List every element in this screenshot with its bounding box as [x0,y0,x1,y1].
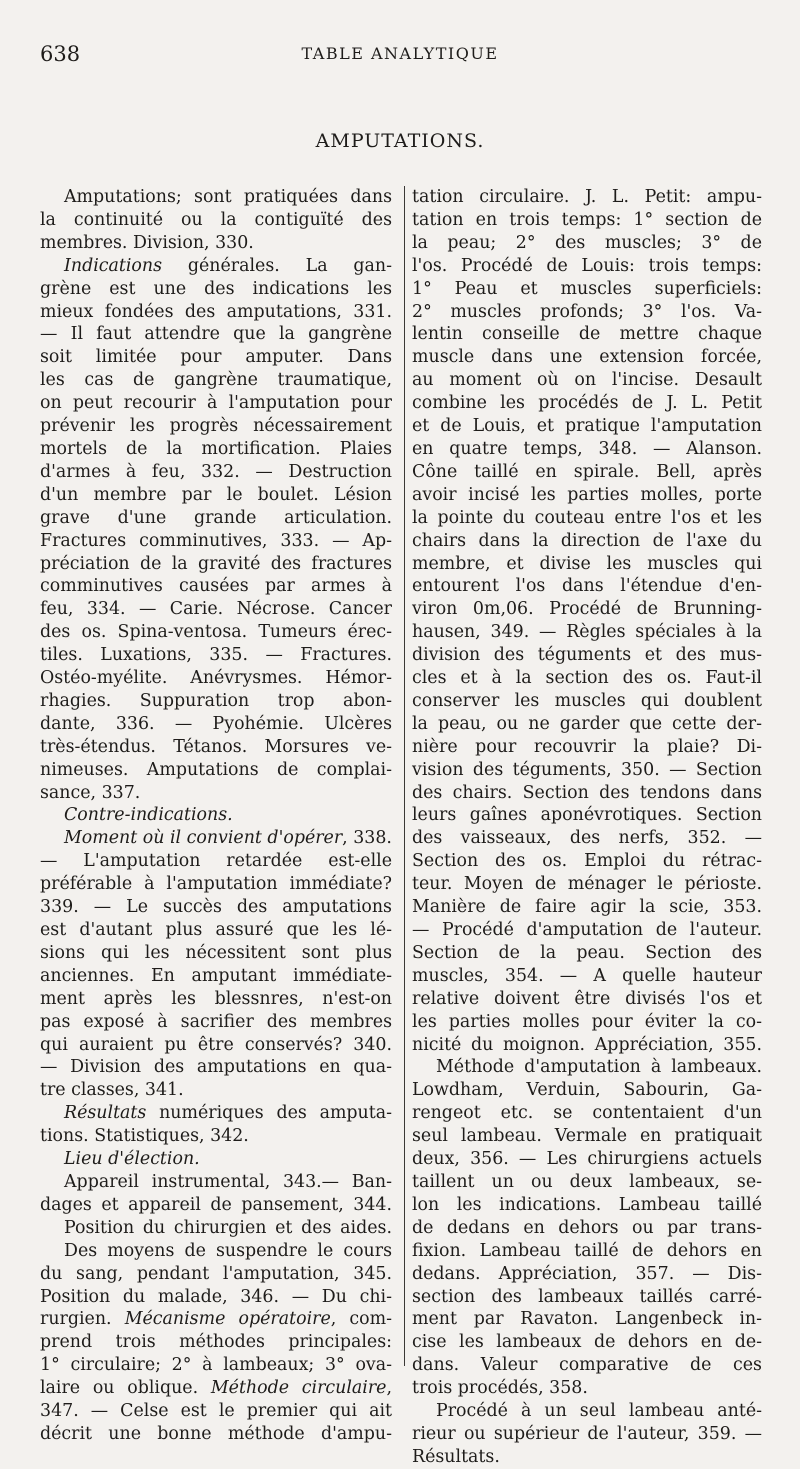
line-text: anciennes. En amputant immédiate- [40,965,392,986]
line-text: mortels de la mortification. Plaies [40,438,392,459]
line-text: chairs dans la direction de l'axe du [412,530,762,551]
text-line [412,644,762,667]
text-line [412,690,762,713]
italic-term: Mécanisme opératoire [124,1309,331,1330]
line-text: vision des téguments, 350. — Section [412,759,762,780]
text-line [412,782,762,805]
line-text: prend trois méthodes principales: [40,1332,392,1353]
text-line [40,1171,392,1194]
line-text: teur. Moyen de ménager le périoste. [412,874,762,895]
line-text: viron 0m,06. Procédé de Brunning- [412,599,762,620]
text-line [40,1400,392,1423]
column-divider [404,186,405,1366]
line-text: lon les indications. Lambeau taillé [412,1194,762,1215]
line-text: au moment où on l'incise. Desault [412,370,762,391]
line-text: du sang, pendant l'amputation, 345. [40,1263,392,1284]
line-text: grave d'une grande articulation. [40,507,392,528]
line-text: 339. — Le succès des amputations [40,897,392,918]
text-line [40,759,392,782]
text-line [412,1079,762,1102]
text-line [412,1240,762,1263]
text-line [40,1148,392,1171]
text-line [412,461,762,484]
line-text: muscle dans une extension forcée, [412,347,762,368]
text-line [40,461,392,484]
text-line [412,1446,762,1469]
text-line [412,507,762,530]
text-line [412,323,762,346]
text-line [412,850,762,873]
line-text: leurs gaînes aponévrotiques. Section [412,805,762,826]
text-line [40,827,392,850]
line-text: préciation de la gravité des fractures [40,553,392,574]
line-text: grène est une des indications les [40,278,392,299]
text-line [40,255,392,278]
line-text: cise les lambeaux de dehors en de- [412,1332,762,1353]
text-line [412,1286,762,1309]
text-line [412,1102,762,1125]
line-text: dages et appareil de pansement, 344. [40,1194,392,1215]
italic-term: Contre-indications. [64,805,233,826]
text-line [412,278,762,301]
line-text: , 338. [342,828,392,849]
line-text: les cas de gangrène traumatique, [40,370,392,391]
text-line [40,942,392,965]
text-line [412,896,762,919]
line-text: Position du malade, 346. — Du chi- [40,1286,392,1307]
line-text: nière pour recouvrir la plaie? Di- [412,736,762,757]
italic-term: Moment où il convient d'opérer [64,828,343,849]
line-text: des os. Spina-ventosa. Tumeurs érec- [40,622,392,643]
text-line [412,484,762,507]
line-tail: , [386,1378,392,1399]
line-text: la continuité ou la contiguïté des [40,209,392,230]
text-line [40,186,392,209]
text-line [40,278,392,301]
text-line [412,598,762,621]
line-text: Fractures comminutives, 333. — Ap- [40,530,392,551]
line-text: Lowdham, Verduin, Sabourin, Ga- [412,1080,762,1101]
text-line [40,896,392,919]
line-text: la pointe du couteau entre l'os et les [412,507,762,528]
line-text: nicité du moignon. Appréciation, 355. [412,1034,762,1055]
text-line [412,1034,762,1057]
line-text: Manière de faire agir la scie, 353. [412,897,762,918]
line-text: lentin conseille de mettre chaque [412,324,762,345]
text-line [40,507,392,530]
text-line [40,1423,392,1446]
text-line [412,804,762,827]
line-text: muscles, 354. — A quelle hauteur [412,965,762,986]
running-head [0,42,800,72]
text-line [412,736,762,759]
text-line [412,553,762,576]
text-line [412,1400,762,1423]
line-text: membres. Division, 330. [40,232,254,253]
italic-term: Lieu d'élection. [64,1149,200,1170]
text-line [40,1079,392,1102]
text-line [412,873,762,896]
line-text: rengeot etc. se contentaient d'un [412,1103,762,1124]
line-text: l'os. Procédé de Louis: trois temps: [412,255,762,276]
text-line [40,713,392,736]
text-line [40,988,392,1011]
text-line [40,1194,392,1217]
line-text: section des lambeaux taillés carré- [412,1286,762,1307]
text-line [40,965,392,988]
text-line [40,1125,392,1148]
line-text: taillent un ou deux lambeaux, se- [412,1171,762,1192]
text-line [412,392,762,415]
line-text: relative doivent être divisés l'os et [412,988,762,1009]
line-text: deux, 356. — Les chirurgiens actuels [412,1149,762,1170]
line-text: très-étendus. Tétanos. Morsures ve- [40,736,392,757]
text-line [40,919,392,942]
line-text: tiles. Luxations, 335. — Fractures. [40,645,392,666]
line-text: membre, et divise les muscles qui [412,553,762,574]
text-line [412,1011,762,1034]
text-line [40,301,392,324]
line-text: des chairs. Section des tendons dans [412,782,762,803]
italic-term: Méthode circulaire [210,1378,387,1399]
text-line [40,1331,392,1354]
line-text: tre classes, 341. [40,1080,184,1101]
text-line [412,186,762,209]
text-line [40,850,392,873]
line-text: numériques des amputa- [146,1103,392,1124]
line-text: laire ou oblique. [40,1378,211,1399]
line-text: Procédé à un seul lambeau anté- [436,1401,762,1422]
text-line [412,1217,762,1240]
text-line [412,988,762,1011]
text-line [412,369,762,392]
line-text: pas exposé à sacrifier des membres [40,1011,392,1032]
line-text: Amputations; sont pratiquées dans [64,187,392,207]
line-text: avoir incisé les parties molles, porte [412,484,762,505]
line-text: — Procédé d'amputation de l'auteur. [412,920,762,940]
line-text: seul lambeau. Vermale en pratiquait [412,1126,762,1147]
italic-term: Indications [64,255,163,276]
line-tail: , com- [330,1309,392,1330]
text-line [40,690,392,713]
text-line [40,346,392,369]
line-text: en quatre temps, 348. — Alanson. [412,438,762,459]
line-text: dedans. Appréciation, 357. — Dis- [412,1263,762,1284]
line-text: dans. Valeur comparative de ces [412,1355,762,1376]
line-text: préférable à l'amputation immédiate? [40,874,392,895]
text-line [412,530,762,553]
text-line [40,736,392,759]
line-text: rieur ou supérieur de l'auteur, 359. — [412,1423,762,1444]
line-text: — L'amputation retardée est-elle [40,851,392,872]
line-text: Position du chirurgien et des aides. [64,1217,392,1238]
text-line [412,301,762,324]
text-line [40,232,392,255]
line-text: nimeuses. Amputations de complai- [40,759,392,780]
text-line [412,667,762,690]
text-line [40,530,392,553]
line-text: d'un membre par le boulet. Lésion [40,484,392,505]
text-line [412,1354,762,1377]
line-text: division des téguments et des mus- [412,645,762,666]
line-text: 1° Peau et muscles superficiels: [412,278,762,299]
line-text: on peut recourir à l'amputation pour [40,393,392,414]
text-line [40,369,392,392]
text-line [412,942,762,965]
text-line [412,759,762,782]
text-line [40,1377,392,1400]
text-line [40,575,392,598]
line-text: comminutives causées par armes à [40,576,392,597]
line-text: de dedans en dehors ou par trans- [412,1217,762,1238]
line-text: et de Louis, et pratique l'amputation [412,416,762,437]
text-line [40,484,392,507]
text-line [412,1263,762,1286]
line-text: la peau, ou ne garder que cette der- [412,713,762,734]
text-line [412,232,762,255]
text-line [412,1331,762,1354]
line-text: tions. Statistiques, 342. [40,1126,249,1147]
text-line [40,873,392,896]
line-text: soit limitée pour amputer. Dans [40,347,392,368]
line-text: Appareil instrumental, 343.— Ban- [64,1171,392,1192]
text-line [40,644,392,667]
line-text: Résultats. [412,1446,500,1467]
text-line [412,827,762,850]
text-line [40,323,392,346]
line-text: 2° muscles profonds; 3° l'os. Va- [412,301,762,322]
line-text: Ostéo-myélite. Anévrysmes. Hémor- [40,668,392,689]
text-line [412,965,762,988]
text-line [40,621,392,644]
line-text: des vaisseaux, des nerfs, 352. — [412,828,762,849]
text-line [40,1354,392,1377]
line-text: tation en trois temps: 1° section de [412,209,762,230]
line-text: tation circulaire. J. L. Petit: ampu- [412,187,762,207]
line-text: — Division des amputations en qua- [40,1057,392,1078]
line-text: prévenir les progrès nécessairement [40,416,392,437]
text-line [412,713,762,736]
line-text: les parties molles pour éviter la co- [412,1011,762,1032]
text-line [412,1056,762,1079]
text-line [412,1171,762,1194]
line-text: entourent l'os dans l'étendue d'en- [412,576,762,597]
text-line [40,1263,392,1286]
line-text: générales. La gan- [162,255,392,276]
line-text: mieux fondées des amputations, 331. [40,301,392,322]
text-line [412,1194,762,1217]
text-line [412,255,762,278]
section-title: AMPUTATIONS. [315,130,485,152]
text-line [40,1217,392,1240]
left-column [40,186,392,1446]
line-text: Des moyens de suspendre le cours [64,1240,392,1261]
text-line [412,1377,762,1400]
text-line [412,415,762,438]
text-line [40,1308,392,1331]
line-text: rhagies. Suppuration trop abon- [40,690,392,711]
text-line [40,1286,392,1309]
right-column [412,186,762,1469]
line-text: Cône taillé en spirale. Bell, après [412,461,762,482]
line-text: hausen, 349. — Règles spéciales à la [412,622,762,643]
line-text: qui auraient pu être conservés? 340. [40,1034,392,1055]
line-text: Section de la peau. Section des [412,942,762,963]
text-line [412,438,762,461]
line-text: rurgien. [40,1309,125,1330]
line-text: cles et à la section des os. Faut-il [412,668,762,689]
text-line [412,1308,762,1331]
italic-term: Résultats [64,1103,147,1124]
text-line [412,1148,762,1171]
text-line [40,438,392,461]
line-text: fixion. Lambeau taillé de dehors en [412,1240,762,1261]
text-line [40,392,392,415]
text-line [40,1011,392,1034]
text-line [40,1102,392,1125]
line-text: d'armes à feu, 332. — Destruction [40,461,392,482]
line-text: conserver les muscles qui doublent [412,690,762,711]
text-line [40,1056,392,1079]
line-text: sions qui les nécessitent sont plus [40,942,392,963]
text-line [40,598,392,621]
line-text: combine les procédés de J. L. Petit [412,393,762,414]
line-text: Section des os. Emploi du rétrac- [412,851,762,872]
running-title: TABLE ANALYTIQUE [301,44,499,63]
line-text: sance, 337. [40,782,141,803]
text-line [40,415,392,438]
line-text: la peau; 2° des muscles; 3° de [412,232,762,253]
line-text: dante, 336. — Pyohémie. Ulcères [40,713,392,734]
text-line [412,621,762,644]
text-line [412,209,762,232]
text-line [40,553,392,576]
text-line [40,804,392,827]
line-text: ment après les blessnres, n'est-on [40,988,392,1009]
line-text: Méthode d'amputation à lambeaux. [436,1057,762,1078]
page-number: 638 [40,42,81,66]
line-text: — Il faut attendre que la gangrène [40,324,392,345]
text-line [40,209,392,232]
line-text: feu, 334. — Carie. Nécrose. Cancer [40,599,392,620]
text-line [412,575,762,598]
line-text: décrit une bonne méthode d'ampu- [40,1423,392,1444]
text-line [412,1125,762,1148]
line-text: 1° circulaire; 2° à lambeaux; 3° ova- [40,1355,392,1376]
line-text: est d'autant plus assuré que les lé- [40,920,392,940]
text-line [40,1034,392,1057]
line-text: 347. — Celse est le premier qui ait [40,1401,392,1422]
text-line [40,1240,392,1263]
text-line [412,919,762,942]
line-text: trois procédés, 358. [412,1378,588,1399]
text-line [40,667,392,690]
text-line [412,1423,762,1446]
text-line [40,782,392,805]
line-text: ment par Ravaton. Langenbeck in- [412,1309,762,1330]
text-line [412,346,762,369]
